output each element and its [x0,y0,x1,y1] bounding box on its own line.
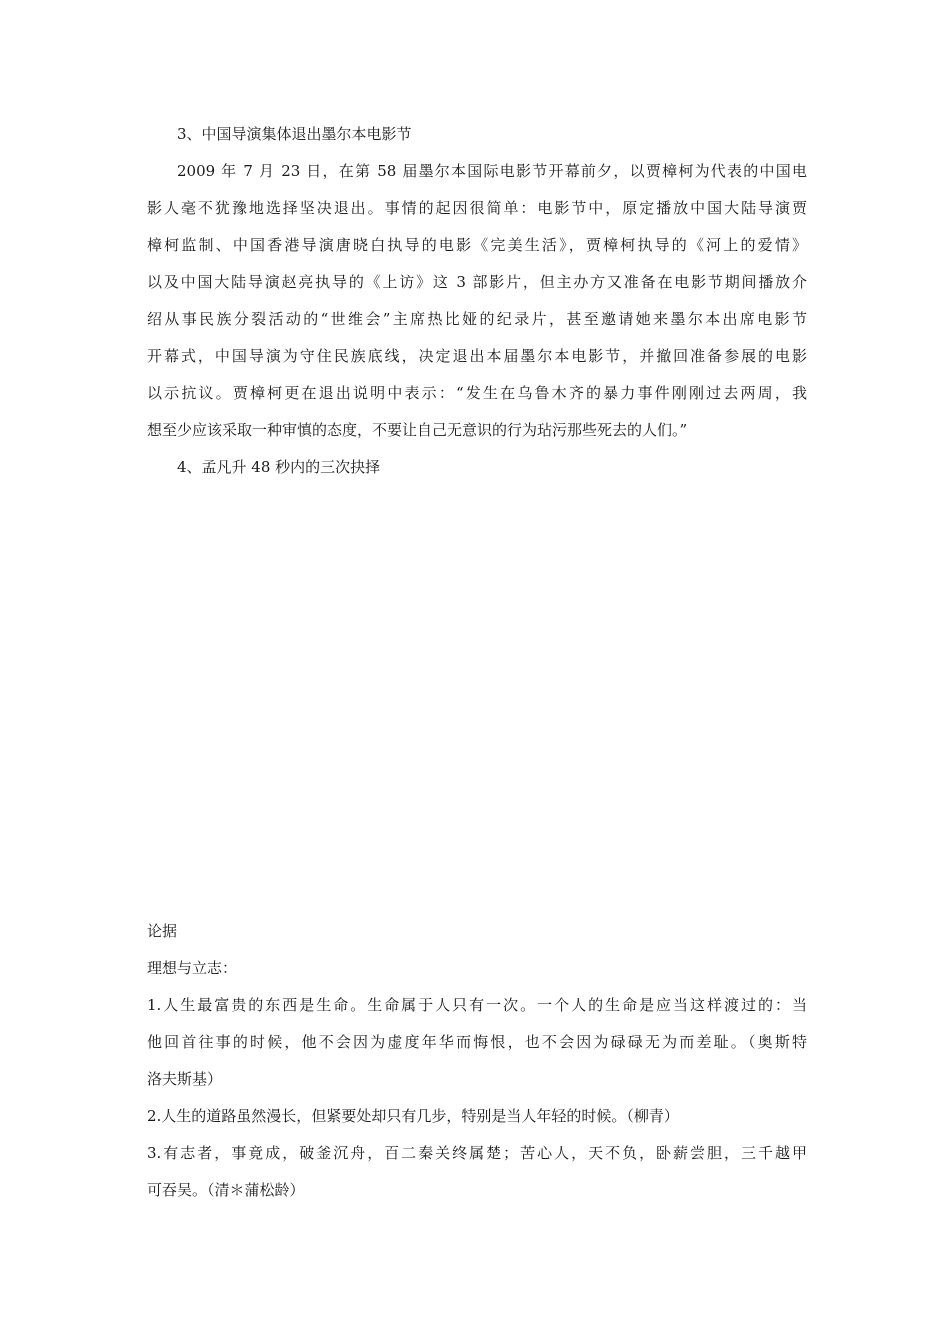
quote-line: 可吞吴。（清＊蒲松龄） [147,1181,305,1199]
quote-line: 1.人生最富贵的东西是生命。生命属于人只有一次。一个人的生命是应当这样渡过的：当 [147,996,807,1014]
quote-line: 2.人生的道路虽然漫长，但紧要处却只有几步，特别是当人年轻的时候。（柳青） [147,1107,679,1125]
quote-item-1 [147,987,807,1098]
paragraph-line: 影人毫不犹豫地选择坚决退出。事情的起因很简单：电影节中，原定播放中国大陆导演贾 [147,199,807,217]
paragraph-line: 2009 年 7 月 23 日，在第 58 届墨尔本国际电影节开幕前夕，以贾樟柯为代表的中国电 [177,162,807,180]
quote-item-2 [147,1098,807,1135]
paragraph-line: 以示抗议。贾樟柯更在退出说明中表示：“发生在乌鲁木齐的暴力事件刚刚过去两周，我 [147,384,807,402]
paragraph-line: 开幕式，中国导演为守住民族底线，决定退出本届墨尔本电影节，并撤回准备参展的电影 [147,347,807,365]
quote-line: 他回首往事的时候，他不会因为虚度年华而悔恨，也不会因为碌碌无为而差耻。（奥斯特 [147,1033,807,1051]
section-arguments [147,913,807,1209]
section-title: 论据 [147,922,178,940]
quote-line: 3.有志者，事竟成，破釜沉舟，百二秦关终属楚；苦心人，天不负，卧薪尝胆，三千越甲 [147,1144,807,1162]
heading-item-3: 3、中国导演集体退出墨尔本电影节 [177,125,412,143]
paragraph-melbourne-withdrawal [147,153,807,449]
quote-item-3 [147,1135,807,1209]
quote-line: 洛夫斯基） [147,1070,223,1088]
paragraph-line: 以及中国大陆导演赵亮执导的《上访》这 3 部影片，但主办方又准备在电影节期间播放介 [147,273,807,291]
section-chinese-directors [147,116,807,486]
paragraph-line: 绍从事民族分裂活动的“世维会”主席热比娅的纪录片，甚至邀请她来墨尔本出席电影节 [147,310,807,328]
paragraph-line: 樟柯监制、中国香港导演唐晓白执导的电影《完美生活》，贾樟柯执导的《河上的爱情》 [147,236,807,254]
heading-item-4: 4、孟凡升 48 秒内的三次抉择 [177,458,381,476]
paragraph-line: 想至少应该采取一种审慎的态度，不要让自己无意识的行为玷污那些死去的人们。” [147,421,688,439]
section-subtitle: 理想与立志： [147,959,238,977]
